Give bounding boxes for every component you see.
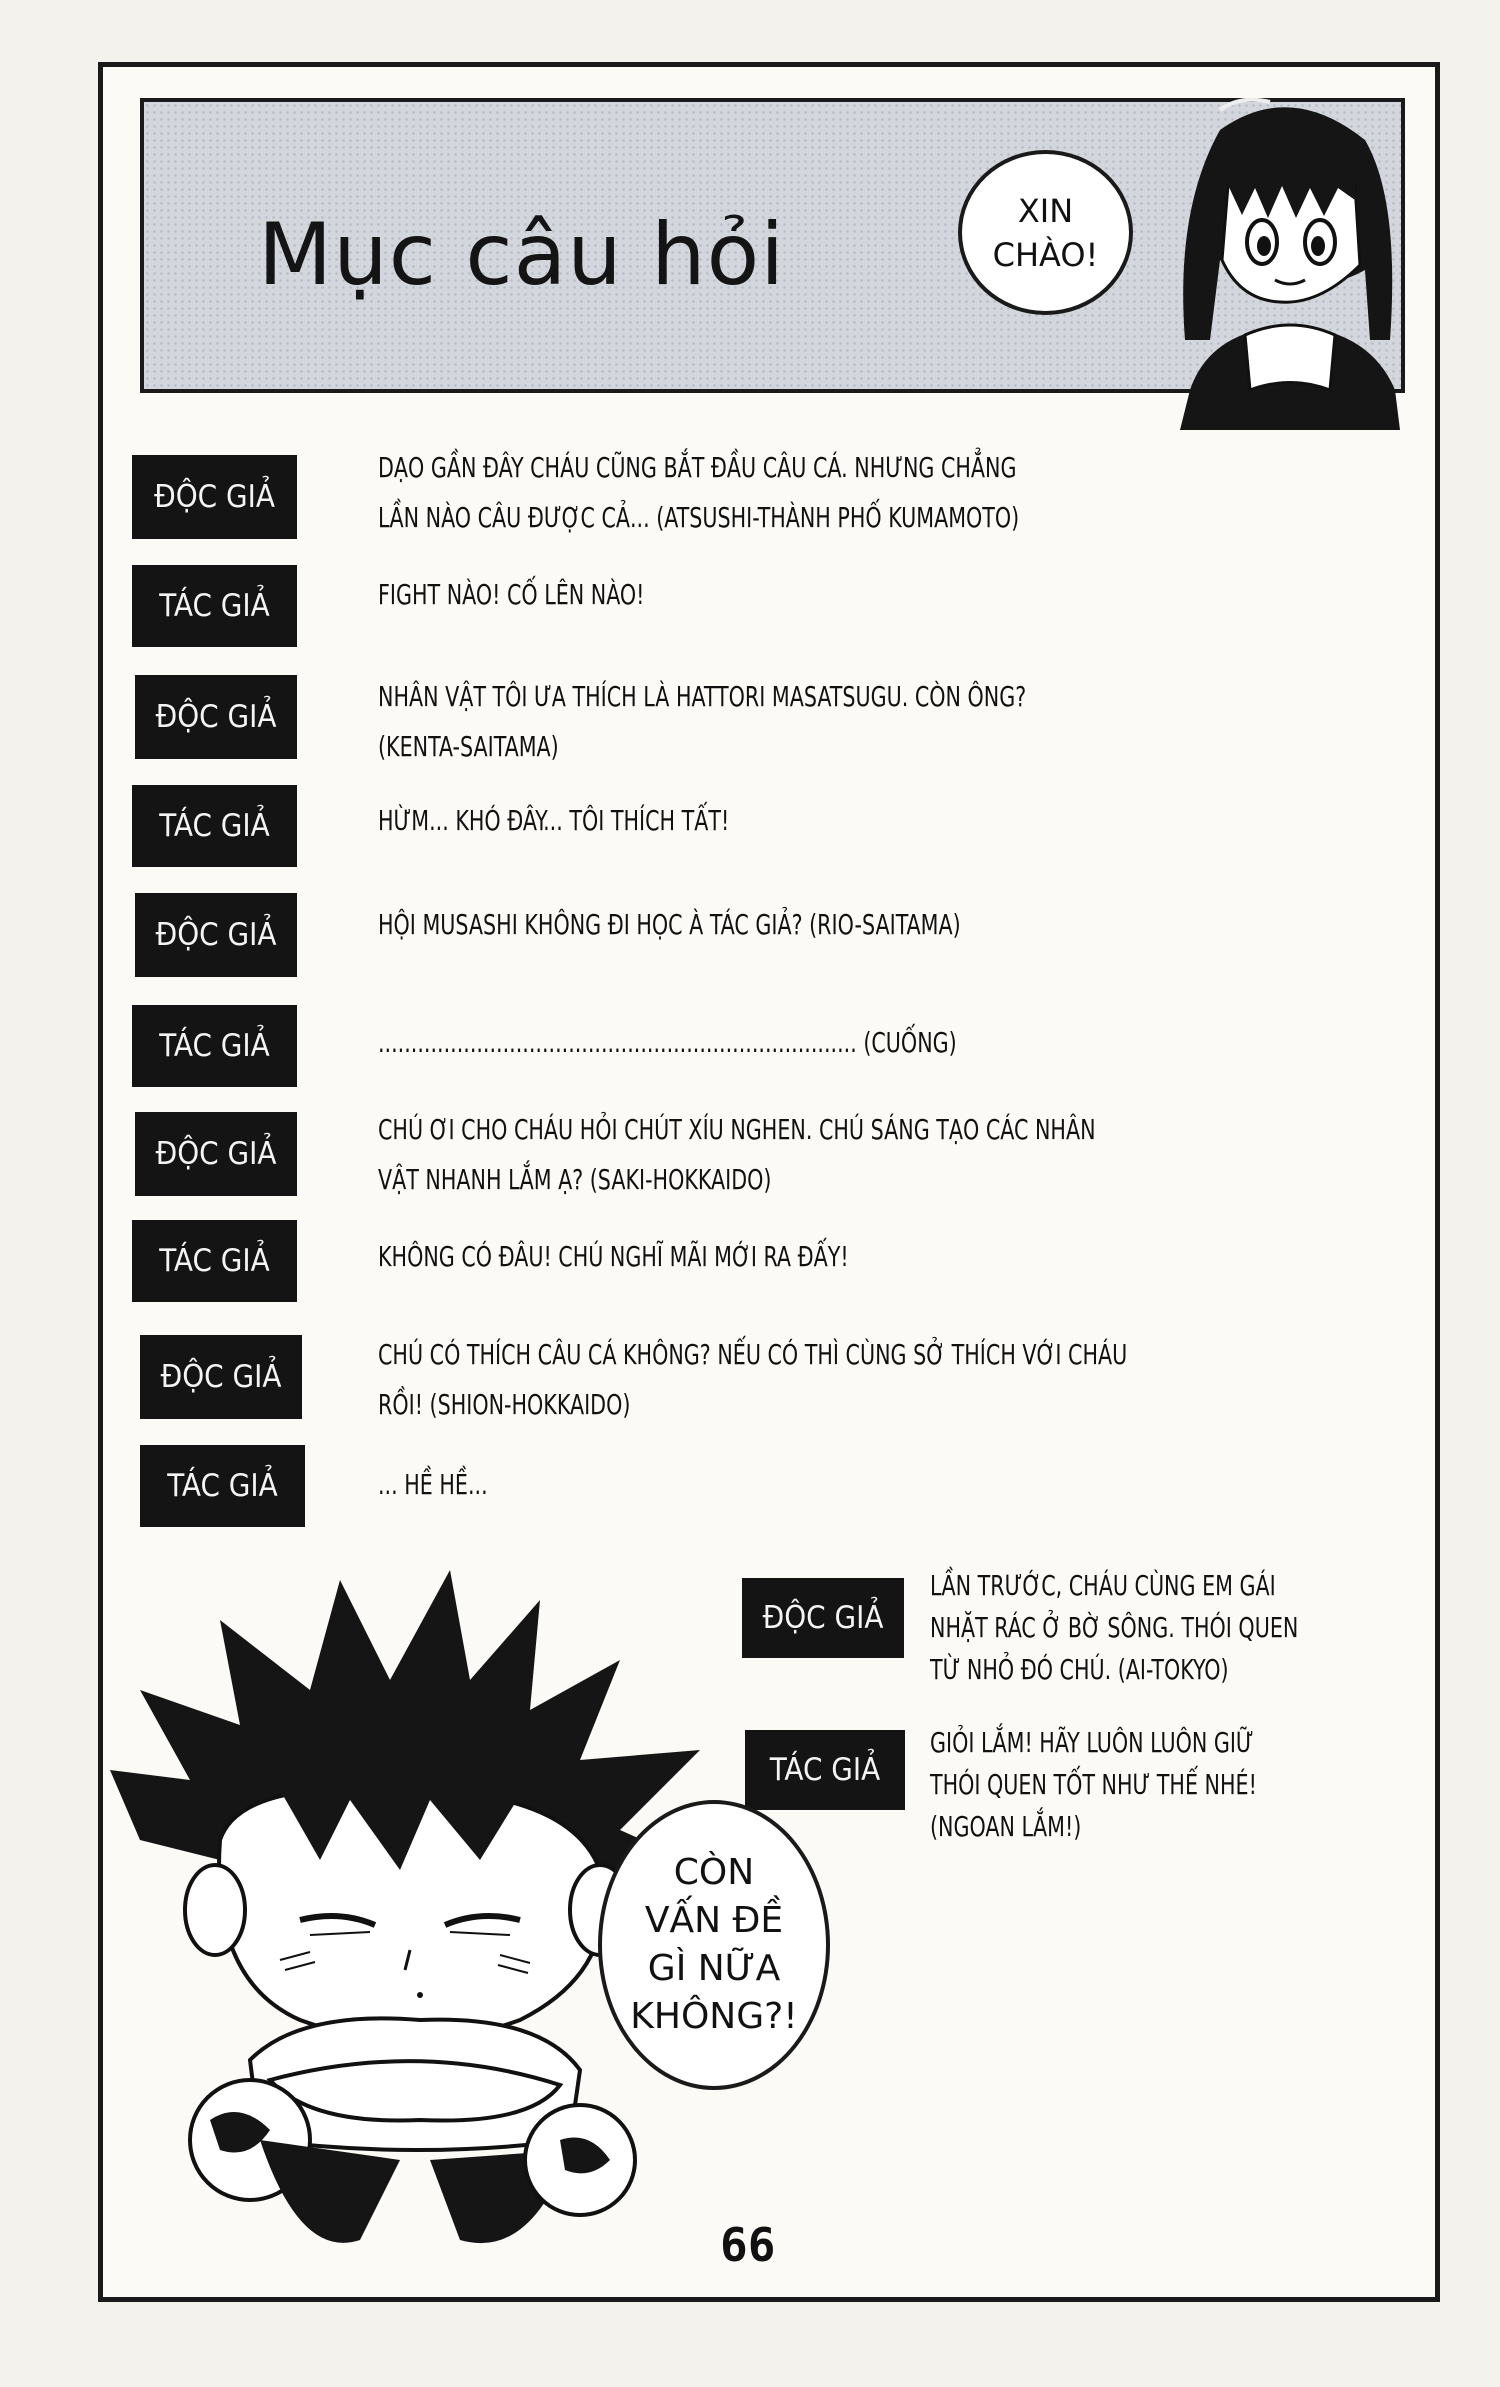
reader-question: [378, 672, 1026, 772]
text-line: THÓI QUEN TỐT NHƯ THẾ NHÉ!: [930, 1768, 1257, 1801]
text-line: ... HỀ HỀ...: [378, 1468, 488, 1501]
bubble-line: VẤN ĐỀ: [644, 1900, 784, 1941]
bubble-line: GÌ NỮA: [647, 1948, 781, 1989]
reader-question: [378, 443, 1019, 543]
text-line: FIGHT NÀO! CỐ LÊN NÀO!: [378, 578, 645, 611]
author-label: TÁC GIẢ: [132, 565, 297, 647]
author-answer: [378, 570, 644, 620]
greeting-speech-bubble: [958, 150, 1133, 315]
text-line: RỒI! (SHION-HOKKAIDO): [378, 1388, 631, 1421]
text-line: ......................................................................... (CUỐNG): [378, 1026, 957, 1059]
reader-question: [930, 1565, 1298, 1691]
text-line: (NGOAN LẮM!): [930, 1810, 1082, 1843]
reader-label: ĐỘC GIẢ: [135, 1112, 297, 1196]
girl-character-illustration: [1150, 90, 1420, 430]
question-speech-bubble: [598, 1800, 830, 2090]
text-line: CHÚ CÓ THÍCH CÂU CÁ KHÔNG? NẾU CÓ THÌ CÙNG SỞ THÍCH VỚI CHÁU: [378, 1338, 1128, 1371]
text-line: KHÔNG CÓ ĐÂU! CHÚ NGHĨ MÃI MỚI RA ĐẤY!: [378, 1240, 849, 1273]
text-line: NHÂN VẬT TÔI ƯA THÍCH LÀ HATTORI MASATSUGU. CÒN ÔNG?: [378, 680, 1027, 713]
page-title: Mục câu hỏi: [258, 205, 786, 305]
author-label: TÁC GIẢ: [140, 1445, 305, 1527]
author-answer: [378, 1232, 849, 1282]
bubble-line: CÒN: [673, 1852, 755, 1893]
greeting-line: XIN: [1017, 191, 1074, 230]
text-line: GIỎI LẮM! HÃY LUÔN LUÔN GIỮ: [930, 1726, 1254, 1759]
text-line: HỪM... KHÓ ĐÂY... TÔI THÍCH TẤT!: [378, 804, 730, 837]
reader-label: ĐỘC GIẢ: [742, 1578, 904, 1658]
text-line: LẦN NÀO CÂU ĐƯỢC CẢ... (ATSUSHI-THÀNH PHỐ KUMAMOTO): [378, 501, 1020, 534]
text-line: NHẶT RÁC Ở BỜ SÔNG. THÓI QUEN: [930, 1611, 1299, 1644]
author-answer: [930, 1722, 1257, 1848]
author-answer: [378, 1018, 957, 1068]
text-line: VẬT NHANH LẮM Ạ? (SAKI-HOKKAIDO): [378, 1163, 772, 1196]
page-number: 66: [720, 2218, 776, 2272]
reader-label: ĐỘC GIẢ: [140, 1335, 302, 1419]
author-label: TÁC GIẢ: [745, 1730, 905, 1810]
author-answer: [378, 796, 729, 846]
reader-question: [378, 900, 961, 950]
author-label: TÁC GIẢ: [132, 1005, 297, 1087]
author-label: TÁC GIẢ: [132, 1220, 297, 1302]
text-line: HỘI MUSASHI KHÔNG ĐI HỌC À TÁC GIẢ? (RIO-SAITAMA): [378, 908, 961, 941]
greeting-line: CHÀO!: [992, 235, 1099, 274]
reader-question: [378, 1330, 1127, 1430]
reader-label: ĐỘC GIẢ: [135, 675, 297, 759]
text-line: DẠO GẦN ĐÂY CHÁU CŨNG BẮT ĐẦU CÂU CÁ. NHƯNG CHẲNG: [378, 451, 1017, 484]
reader-label: ĐỘC GIẢ: [132, 455, 297, 539]
reader-question: [378, 1105, 1096, 1205]
text-line: (KENTA-SAITAMA): [378, 730, 559, 763]
bubble-line: KHÔNG?!: [630, 1996, 798, 2037]
author-label: TÁC GIẢ: [132, 785, 297, 867]
text-line: TỪ NHỎ ĐÓ CHÚ. (AI-TOKYO): [930, 1653, 1229, 1686]
reader-label: ĐỘC GIẢ: [135, 893, 297, 977]
text-line: CHÚ ƠI CHO CHÁU HỎI CHÚT XÍU NGHEN. CHÚ SÁNG TẠO CÁC NHÂN: [378, 1113, 1096, 1146]
author-answer: [378, 1460, 488, 1510]
text-line: LẦN TRƯỚC, CHÁU CÙNG EM GÁI: [930, 1569, 1276, 1602]
